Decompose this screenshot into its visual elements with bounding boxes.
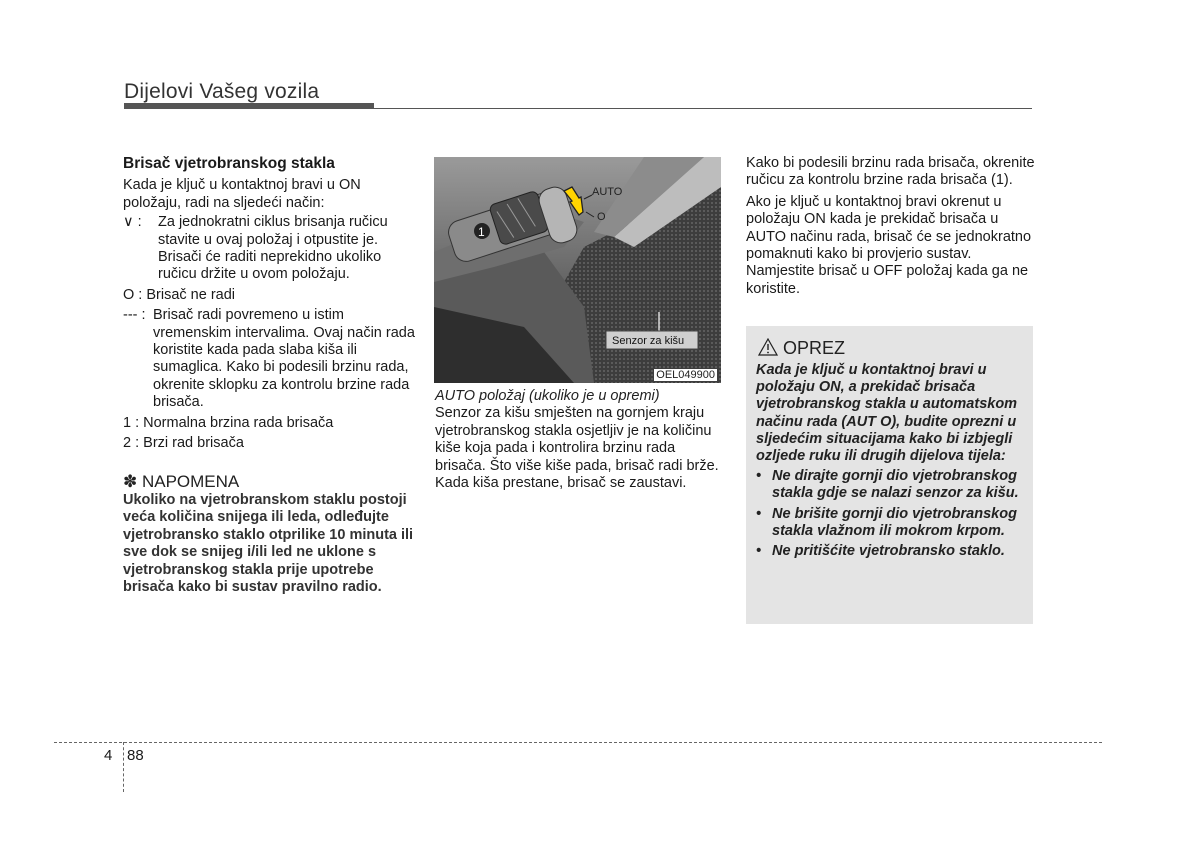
page-header-title: Dijelovi Vašeg vozila <box>124 80 320 103</box>
wiper-stalk-illustration <box>434 157 721 383</box>
speed-paragraph: Kako bi podesili brzinu rada brisača, okrenite ručicu za kontrolu brzine rada brisača (1). <box>746 155 1035 189</box>
footer-rule <box>54 742 1102 743</box>
auto-paragraph: Ako je ključ u kontaktnoj bravi okrenut u položaju ON kada je prekidač brisača u AUTO načinu rada, brisač će se jednokratno pomaknuti kako bi provjerio sustav. Namjestite brisač u OFF položaj kada ga ne koristite. <box>746 193 1032 297</box>
wiper-mode-intermittent <box>123 307 418 411</box>
section-number: 4 <box>104 747 113 764</box>
left-column <box>123 155 418 596</box>
wiper-mode-off <box>123 287 418 304</box>
caution-heading <box>758 338 845 359</box>
mode-text: 1 : Normalna brzina rada brisača <box>123 414 334 431</box>
mode-text: 2 : Brzi rad brisača <box>123 435 244 452</box>
middle-column <box>435 388 725 494</box>
label-rain-sensor: Senzor za kišu <box>612 335 685 347</box>
note-body: Ukoliko na vjetrobranskom staklu postoji veća količina snijega ili leda, odleđujte vjetrobransko staklo otprilike 10 minuta ili sve dok se snijeg i/ili led ne uklone s vjetrobranskog stakla prije upotrebe brisača kako bi sustav pravilno radio. <box>123 491 414 595</box>
caution-bullet-text: Ne brišite gornji dio vjetrobranskog stakla vlažnom ili mokrom krpom. <box>772 505 1017 539</box>
figure-code: OEL049900 <box>656 369 715 381</box>
right-column <box>746 155 1036 300</box>
caution-title: OPREZ <box>783 338 846 358</box>
wiper-mode-single-sweep <box>123 214 418 284</box>
caution-body <box>756 362 1028 560</box>
caution-bullet: • Ne pritišćite vjetrobransko staklo. <box>756 543 1005 560</box>
wiper-stalk-photo <box>434 157 721 383</box>
caution-bullet: • Ne brišite gornji dio vjetrobranskog stakla vlažnom ili mokrom krpom. <box>756 505 1017 539</box>
intro-paragraph: Kada je ključ u kontaktnoj bravi u ON položaju, radi na sljedeći način: <box>123 177 361 211</box>
caution-bullet-text: Ne dirajte gornji dio vjetrobranskog stakla gdje se nalazi senzor za kišu. <box>772 468 1019 502</box>
wiper-mode-fast <box>123 435 418 452</box>
header-rule <box>124 108 1032 109</box>
caution-intro: Kada je ključ u kontaktnoj bravi u položaju ON, a prekidač brisača vjetrobranskog stakla u automatskom načinu rada (AUT O), budite oprezni u sljedećim situacijama kako bi izbjegli ozljede ruku ili drugih dijelova tijela: <box>756 362 1018 465</box>
section-title: Brisač vjetrobranskog stakla <box>123 155 335 172</box>
label-off: O <box>597 211 606 223</box>
caution-box <box>746 326 1033 624</box>
mode-key: --- : <box>123 307 146 324</box>
mode-text: O : Brisač ne radi <box>123 286 236 303</box>
footer-divider <box>123 742 124 792</box>
page-number: 88 <box>127 747 144 764</box>
mode-text: Za jednokratni ciklus brisanja ručicu stavite u ovaj položaj i otpustite je. Brisači će raditi neprekidno ukoliko ručicu držite u ovom položaju. <box>158 214 388 283</box>
label-auto: AUTO <box>592 186 623 198</box>
figure-caption: AUTO položaj (ukoliko je u opremi) <box>435 388 660 404</box>
warning-triangle-icon <box>758 338 778 356</box>
caution-bullet-text: Ne pritišćite vjetrobransko staklo. <box>772 543 1005 560</box>
mode-text: Brisač radi povremeno u istim vremenskim intervalima. Ovaj način rada koristite kada pada slaba kiša ili sumaglica. Kako bi podesili brzinu rada, okrenite sklopku za kontrolu brzine rada brisača. <box>153 307 415 411</box>
wiper-mode-normal <box>123 415 418 432</box>
sensor-paragraph: Senzor za kišu smješten na gornjem kraju vjetrobranskog stakla osjetljiv je na količinu kiše koja pada i kontrolira brzinu rada brisača. Što više kiše pada, brisač radi brže. Kada kiša prestane, brisač se zaustavi. <box>435 405 719 492</box>
note-title: ✽ NAPOMENA <box>123 471 240 491</box>
mode-key: ∨ : <box>123 214 142 231</box>
caution-bullet: • Ne dirajte gornji dio vjetrobranskog stakla gdje se nalazi senzor za kišu. <box>756 468 1019 502</box>
svg-text:1: 1 <box>478 225 485 239</box>
